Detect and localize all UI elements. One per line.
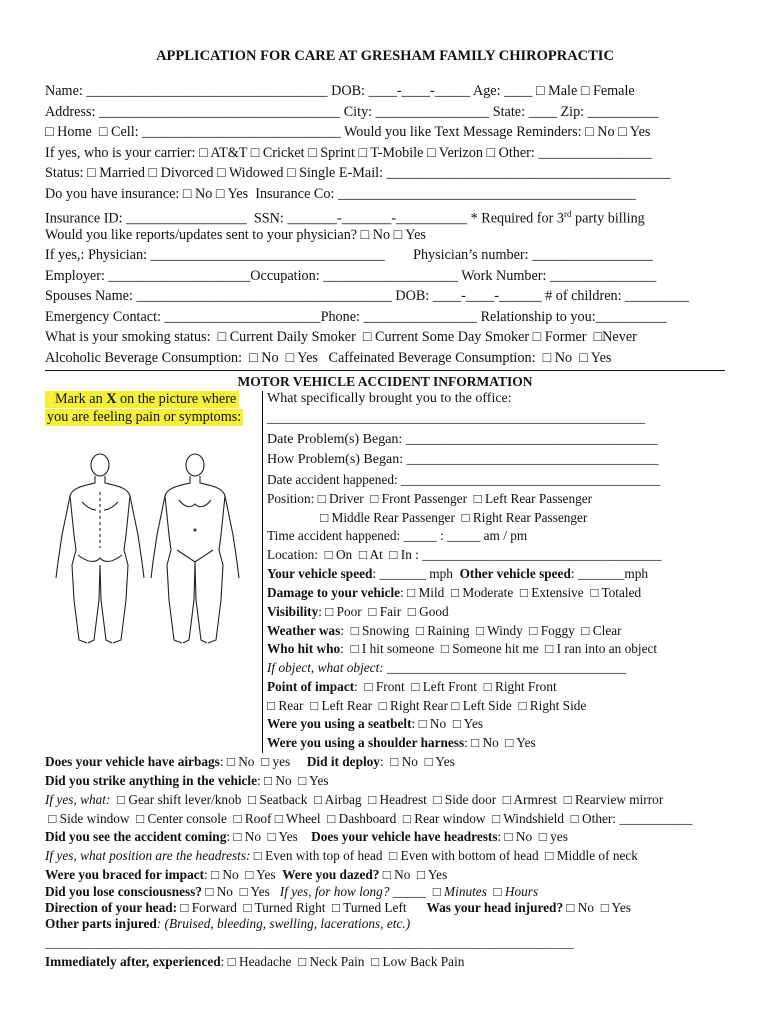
insurance-line[interactable]: Do you have insurance: □ No □ Yes Insurance Co: __________________________________________ [45,186,636,202]
physician-line[interactable]: If yes,: Physician: _________________________________ Physician’s number: _________________ [45,247,653,263]
location-field[interactable]: Location: □ On □ At □ In : ____________________________________ [267,547,662,562]
alcohol-caffeine-line[interactable]: Alcoholic Beverage Consumption: □ No □ Yes Caffeinated Beverage Consumption: □ No □ Yes [45,350,612,366]
vertical-divider [262,391,263,753]
braced-dazed-line[interactable]: Were you braced for impact: □ No □ Yes Were you dazed? □ No □ Yes [45,867,448,882]
vehicle-damage-line[interactable]: Damage to your vehicle: □ Mild □ Moderate □ Extensive □ Totaled [267,585,642,600]
point-of-impact-line[interactable]: Point of impact: □ Front □ Left Front □ Right Front [267,679,557,694]
headrest-position-line[interactable]: If yes, what position are the headrests: □ Even with top of head □ Even with bottom of head □ Middle of neck [45,848,638,863]
insurance-id-ssn-line[interactable] [45,206,645,228]
page-title: APPLICATION FOR CARE AT GRESHAM FAMILY CHIROPRACTIC [156,48,614,64]
vehicle-speed-line[interactable]: Your vehicle speed: _______ mph Other vehicle speed: _______mph [267,566,649,581]
head-direction-line[interactable]: Direction of your head: □ Forward □ Turned Right □ Turned Left Was your head injured? □ No □ Yes [45,900,631,915]
front-view-figure [151,454,239,643]
who-hit-who-line[interactable]: Who hit who: □ I hit someone □ Someone hit me □ I ran into an object [267,641,658,656]
strike-line[interactable]: Did you strike anything in the vehicle: □ No □ Yes [45,773,329,788]
airbags-line[interactable]: Does your vehicle have airbags: □ No □ yes Did it deploy: □ No □ Yes [45,754,455,769]
pain-instruction-line1: Mark an X on the picture where [45,391,239,408]
struck-objects-line[interactable]: If yes, what: □ Gear shift lever/knob □ Seatback □ Airbag □ Headrest □ Side door □ Armrest □ Rearview mirror [45,792,664,807]
status-email-line[interactable]: Status: □ Married □ Divorced □ Widowed □ Single E-Mail: ________________________________________ [45,165,671,181]
address-line[interactable]: Address: __________________________________ City: ________________ State: ____ Zip: __________ [45,104,659,120]
carrier-line[interactable]: If yes, who is your carrier: □ AT&T □ Cricket □ Sprint □ T-Mobile □ Verizon □ Other: ________________ [45,145,652,161]
consciousness-line[interactable]: Did you lose consciousness? □ No □ Yes If yes, for how long? _____ □ Minutes □ Hours [45,884,539,899]
shoulder-harness-line[interactable]: Were you using a shoulder harness: □ No □ Yes [267,735,536,750]
office-answer-field[interactable]: ______________________________________________________ [267,411,645,426]
struck-objects-line-2[interactable]: □ Side window □ Center console □ Roof □ Wheel □ Dashboard □ Rear window □ Windshield □ Other: ___________ [45,811,693,826]
emergency-contact-line[interactable]: Emergency Contact: ______________________Phone: ________________ Relationship to you:__________ [45,309,667,325]
accident-coming-line[interactable]: Did you see the accident coming: □ No □ Yes Does your vehicle have headrests: □ No □ yes [45,829,568,844]
how-problem-began-field[interactable]: How Problem(s) Began: ____________________________________ [267,452,659,467]
section-divider [45,370,725,371]
reports-physician-line[interactable]: Would you like reports/updates sent to your physician? □ No □ Yes [45,227,426,243]
body-diagram[interactable] [52,450,242,650]
back-view-figure [56,454,144,643]
insurance-id-text: Insurance ID: _________________ SSN: _______-_______-__________ * Required for 3 [45,210,564,227]
name-dob-line[interactable]: Name: __________________________________ DOB: ____-____-_____ Age: ____ □ Male □ Female [45,83,635,99]
other-injuries-line: Other parts injured: (Bruised, bleeding, swelling, lacerations, etc.) [45,916,411,931]
visibility-line[interactable]: Visibility: □ Poor □ Fair □ Good [267,604,449,619]
accident-time-field[interactable]: Time accident happened: _____ : _____ am / pm [267,528,528,543]
point-of-impact-line-2[interactable]: □ Rear □ Left Rear □ Right Rear □ Left Side □ Right Side [267,698,587,713]
date-problem-began-field[interactable]: Date Problem(s) Began: ____________________________________ [267,432,658,447]
party-billing-text: party billing [571,210,645,227]
pain-instruction-line2: you are feeling pain or symptoms: [47,409,242,425]
office-question: What specifically brought you to the office: [267,391,512,406]
other-injuries-field[interactable]: ______________________________________________________________________________________ [45,936,574,950]
smoking-status-line[interactable]: What is your smoking status: □ Current Daily Smoker □ Current Some Day Smoker □ Former □Never [45,329,637,345]
phone-text-reminder-line[interactable]: □ Home □ Cell: ____________________________ Would you like Text Message Reminders: □ No □ Yes [45,124,651,140]
object-line[interactable]: If object, what object: ____________________________________ [267,660,627,675]
section-title: MOTOR VEHICLE ACCIDENT INFORMATION [237,374,533,389]
immediate-symptoms-line[interactable]: Immediately after, experienced: □ Headache □ Neck Pain □ Low Back Pain [45,954,465,969]
employer-line[interactable]: Employer: ____________________Occupation: ___________________ Work Number: _______________ [45,268,657,284]
position-options-2[interactable]: □ Middle Rear Passenger □ Right Rear Passenger [267,510,588,525]
accident-date-field[interactable]: Date accident happened: _______________________________________ [267,472,661,487]
superscript-rd: rd [563,209,572,219]
weather-line[interactable]: Weather was: □ Snowing □ Raining □ Windy □ Foggy □ Clear [267,623,622,638]
seatbelt-line[interactable]: Were you using a seatbelt: □ No □ Yes [267,716,484,731]
position-options-1[interactable]: Position: □ Driver □ Front Passenger □ Left Rear Passenger [267,491,593,506]
spouse-line[interactable]: Spouses Name: ____________________________________ DOB: ____-____-______ # of children: _________ [45,288,689,304]
